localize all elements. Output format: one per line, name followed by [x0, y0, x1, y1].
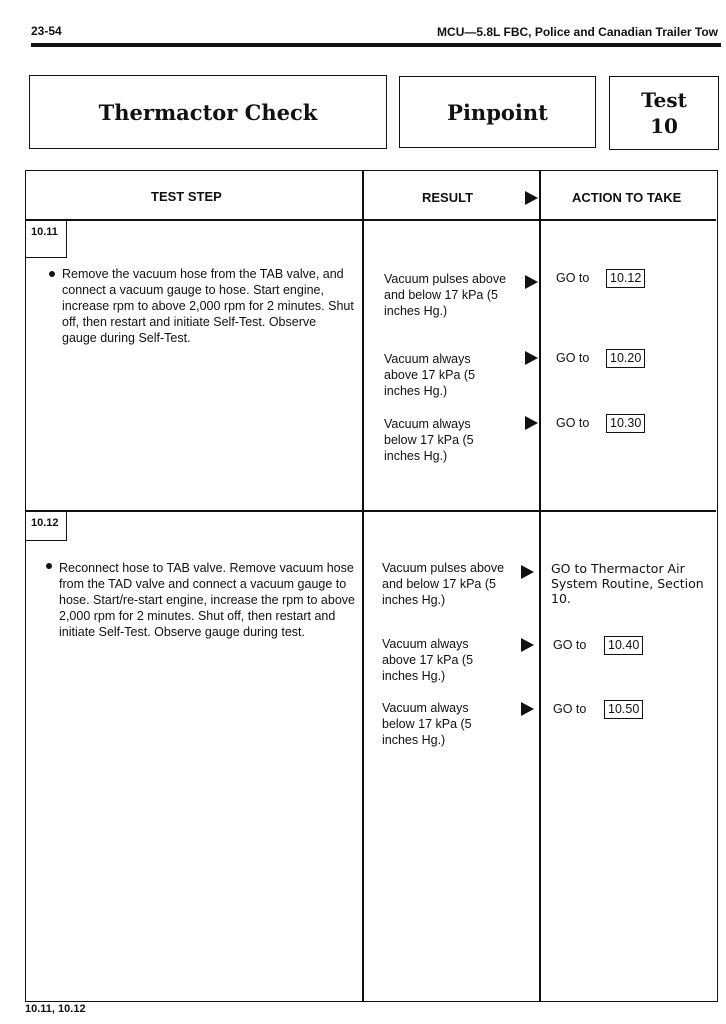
goto-label: GO to — [556, 271, 590, 285]
arrow-right-icon — [525, 275, 538, 289]
test-number: 10 — [650, 114, 678, 138]
test-table — [25, 170, 718, 1002]
goto-label: GO to — [553, 702, 587, 716]
step-number-10-11: 10.11 — [26, 220, 67, 258]
section-title: MCU—5.8L FBC, Police and Canadian Trailer Tow — [437, 25, 718, 39]
result-text: Vacuum always below 17 kPa (5 inches Hg.) — [384, 417, 474, 463]
goto-label: GO to — [556, 416, 590, 430]
arrow-right-icon — [521, 702, 534, 716]
goto-label: GO to — [556, 351, 590, 365]
bullet-icon — [46, 563, 52, 569]
bullet-icon — [49, 271, 55, 277]
arrow-right-icon — [521, 565, 534, 579]
column-divider-2 — [539, 171, 541, 1001]
column-header-result: RESULT — [422, 190, 474, 205]
arrow-right-icon — [521, 638, 534, 652]
column-header-action: ACTION TO TAKE — [572, 190, 682, 205]
column-divider-1 — [362, 171, 364, 1001]
test-title: Thermactor Check — [98, 99, 318, 125]
pinpoint-label: Pinpoint — [447, 99, 548, 125]
step-instruction: Reconnect hose to TAB valve. Remove vacuum hose from the TAD valve and connect a vacuum gauge to hose. Start/re-start engine, increase the rpm to above 2,000 rpm for 2 minutes. Shut off, then restart and initiate Self-Test. Observe gauge during test. — [59, 561, 355, 639]
test-number-box — [609, 76, 719, 150]
goto-step-link[interactable]: 10.20 — [606, 349, 645, 368]
goto-step-link[interactable]: 10.40 — [604, 636, 643, 655]
step-row-divider — [26, 510, 716, 512]
header-row-divider — [26, 219, 716, 221]
goto-routine-link[interactable]: GO to Thermactor Air System Routine, Section 10. — [551, 561, 704, 606]
goto-step-link[interactable]: 10.12 — [606, 269, 645, 288]
arrow-right-icon — [525, 191, 538, 205]
result-text: Vacuum always below 17 kPa (5 inches Hg.) — [382, 701, 472, 747]
arrow-right-icon — [525, 351, 538, 365]
step-number-10-12: 10.12 — [26, 511, 67, 541]
goto-step-link[interactable]: 10.50 — [604, 700, 643, 719]
goto-label: GO to — [553, 638, 587, 652]
result-text: Vacuum always above 17 kPa (5 inches Hg.) — [382, 637, 474, 683]
footer-step-reference: 10.11, 10.12 — [25, 1003, 86, 1015]
page-number: 23-54 — [31, 24, 62, 38]
result-text: Vacuum always above 17 kPa (5 inches Hg.) — [384, 352, 476, 398]
result-text: Vacuum pulses above and below 17 kPa (5 inches Hg.) — [384, 272, 507, 318]
title-box — [29, 75, 387, 149]
goto-step-link[interactable]: 10.30 — [606, 414, 645, 433]
column-header-test-step: TEST STEP — [151, 189, 222, 204]
result-text: Vacuum pulses above and below 17 kPa (5 inches Hg.) — [382, 561, 505, 607]
pinpoint-box — [399, 76, 596, 148]
header-rule — [31, 43, 721, 47]
test-label: Test — [641, 88, 687, 112]
arrow-right-icon — [525, 416, 538, 430]
step-instruction: Remove the vacuum hose from the TAB valve, and connect a vacuum gauge to hose. Start engine, increase rpm to above 2,000 rpm for 2 minutes. Shut off, then restart and initiate Self-Test. Observe gauge during Self-Test. — [62, 267, 354, 345]
